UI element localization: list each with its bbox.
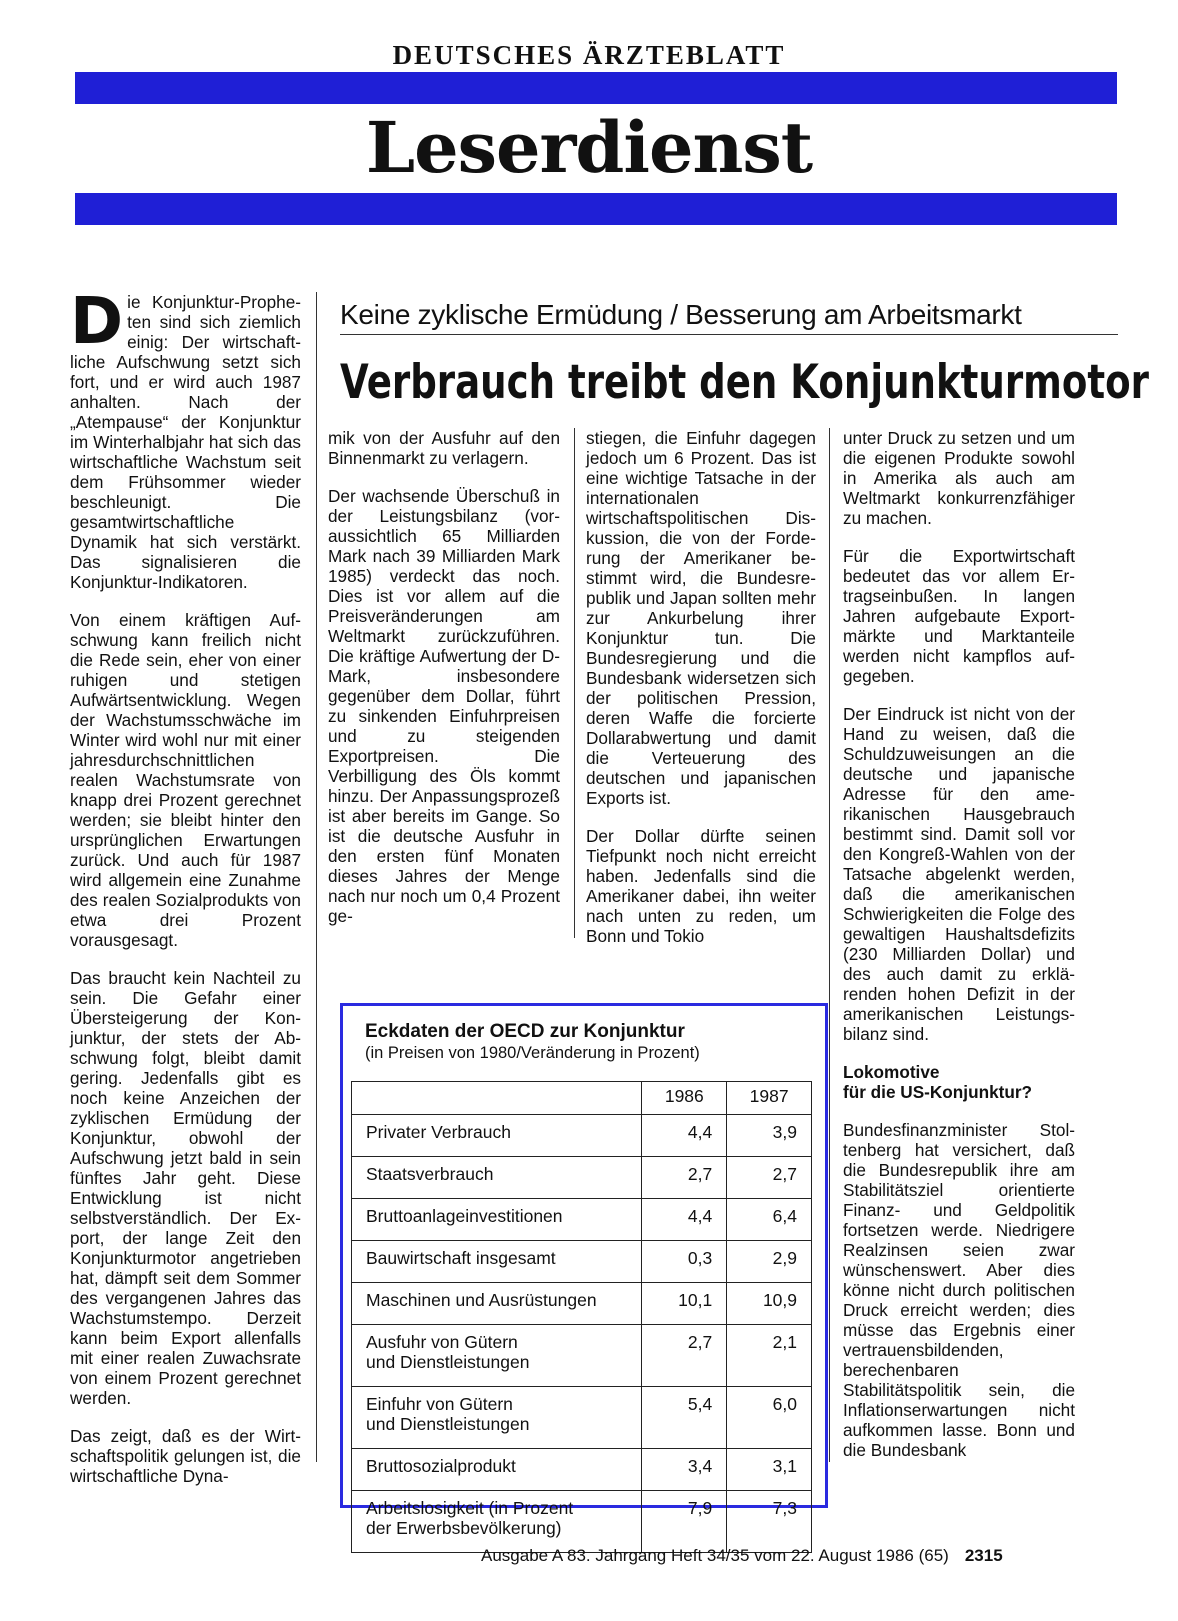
oecd-data-table-box (340, 1003, 828, 1538)
kicker-line: Keine zyklische Ermüdung / Besserung am Arbeitsmarkt (340, 299, 1022, 330)
table-header-row (352, 1082, 812, 1115)
paragraph: mik von der Ausfuhr auf den Binnenmarkt zu verlagern. (328, 428, 560, 468)
blue-banner-top (75, 72, 1117, 104)
table-row: Arbeitslosigkeit (in Prozent der Erwerbsbevölkerung) 7,9 7,3 (352, 1491, 812, 1553)
subheading: Lokomotive für die US-Konjunktur? (843, 1062, 1033, 1102)
table-row: Maschinen und Ausrüstungen 10,1 10,9 (352, 1283, 812, 1325)
column-3 (586, 428, 816, 964)
paragraph: stiegen, die Einfuhr dagegen jedoch um 6 Prozent. Das ist eine wichtige Tatsache in der internationalen wirtschaftspolitischen Diskussion, die von der Forderung der Amerikaner bestimmt wird, die Bundesrepublik und Japan sollten mehr zur Ankurbelung ihrer Konjunktur tun. Die Bundesregierung und die Bundesbank widersetzen sich der politischen Pression, deren Waffe die forcierte Dollarabwertung und damit die Verteuerung des deutschen und japanischen Exports ist. (586, 428, 816, 808)
paragraph: Bundesfinanzminister Stoltenberg hat versichert, daß die Bundesrepublik ihre am Stabilitätsziel orientierte Finanz- und Geldpolitik fortsetzen werde. Niedrigere Realzinsen seien zwar wünschenswert. Aber dies könne nicht durch politischen Druck erreicht werden; dies müsse das Ergebnis einer vertrauensbildenden, berechenbaren Stabilitätspolitik sein, die Inflationserwartungen nicht aufkommen lasse. Bonn und die Bundesbank (843, 1120, 1075, 1460)
paragraph: Für die Exportwirtschaft bedeutet das vor allem Ertragseinbußen. In langen Jahren aufgebaute Exportmärkte und Marktanteile werden nicht kampflos aufgegeben. (843, 546, 1075, 686)
column-1 (70, 285, 301, 1504)
masthead: DEUTSCHES ÄRZTEBLATT (392, 40, 786, 70)
paragraph: Der Eindruck ist nicht von der Hand zu weisen, daß die Schuldzuweisungen an die deutsche und japanische Adresse für den amerikanischen Hausgebrauch bestimmt sind. Damit soll vor den Kongreß-Wahlen von der Tatsache abgelenkt werden, daß die amerikanischen Schwierigkeiten die Folge des gewaltigen Haushaltsdefizits (230 Milliarden Dollar) und des auch damit zu erklärenden hohen Defizit in der amerikanischen Leistungsbilanz sind. (843, 704, 1075, 1044)
data-table (351, 1081, 812, 1553)
blue-banner-bottom (75, 193, 1117, 225)
column-2 (328, 428, 560, 944)
column-rule (316, 292, 317, 1462)
paragraph: unter Druck zu setzen und um die eigenen Produkte sowohl in Amerika als auch am Weltmarkt konkurrenzfähiger zu machen. (843, 428, 1075, 528)
table-title: Eckdaten der OECD zur Konjunktur (365, 1021, 685, 1042)
paragraph: Die Konjunktur-Propheten sind sich ziemlich einig: Der wirtschaftliche Aufschwung setzt sich fort, und er wird auch 1987 anhalten. Nach der „Atempause“ der Konjunktur im Winterhalbjahr hat sich das wirtschaftliche Wachstum seit dem Frühsommer wieder beschleunigt. Die gesamtwirtschaftliche Dynamik hat sich verstärkt. Das signalisieren die Konjunktur-Indikatoren. (70, 285, 301, 592)
section-title: Leserdienst (365, 106, 813, 189)
paragraph: Von einem kräftigen Aufschwung kann freilich nicht die Rede sein, eher von einer ruhigen und stetigen Aufwärtsentwicklung. Wegen der Wachstumsschwäche im Winter wird wohl nur mit einer jahresdurchschnittlichen realen Wachstumsrate von knapp drei Prozent gerechnet werden; sie bleibt hinter den ursprünglichen Erwartungen zurück. Und auch für 1987 wird allgemein eine Zunahme des realen Sozialprodukts von etwa drei Prozent vorausgesagt. (70, 610, 301, 950)
table-row: Einfuhr von Gütern und Dienstleistungen 5,4 6,0 (352, 1387, 812, 1449)
page-footer (481, 1546, 1003, 1566)
paragraph: Der Dollar dürfte seinen Tiefpunkt noch nicht erreicht haben. Jedenfalls sind die Amerikaner dabei, ihn weiter nach unten zu reden, um Bonn und Tokio (586, 826, 816, 946)
paragraph: Das braucht kein Nachteil zu sein. Die Gefahr einer Übersteigerung der Konjunktur, der stets der Abschwung folgt, bleibt damit gering. Jedenfalls gibt es noch keine Anzeichen der zyklischen Ermüdung der Konjunktur, obwohl der Aufschwung jetzt bald in sein fünftes Jahr geht. Diese Entwicklung ist nicht selbstverständlich. Der Export, der lange Zeit den Konjunkturmotor angetrieben hat, dämpft seit dem Sommer des vergangenen Jahres das Wachstumstempo. Derzeit kann beim Export allenfalls mit einer realen Zuwachsrate von einem Prozent gerechnet werden. (70, 968, 301, 1408)
table-row: Bauwirtschaft insgesamt 0,3 2,9 (352, 1241, 812, 1283)
table-subtitle: (in Preisen von 1980/Veränderung in Prozent) (365, 1044, 700, 1062)
table-row: Staatsverbrauch 2,7 2,7 (352, 1157, 812, 1199)
table-row: Ausfuhr von Gütern und Dienstleistungen 2,7 2,1 (352, 1325, 812, 1387)
drop-cap: D (70, 285, 124, 359)
table-row: Bruttoanlageinvestitionen 4,4 6,4 (352, 1199, 812, 1241)
table-row: Privater Verbrauch 4,4 3,9 (352, 1115, 812, 1157)
headline: Verbrauch treibt den Konjunkturmotor (340, 355, 1149, 410)
column-4 (843, 428, 1075, 1478)
paragraph: Der wachsende Überschuß in der Leistungsbilanz (voraussichtlich 65 Milliarden Mark nach 39 Milliarden Mark 1985) verdeckt das noch. Dies ist vor allem auf die Preisveränderungen am Weltmarkt zurückzuführen. Die kräftige Aufwertung der D-Mark, insbesondere gegenüber dem Dollar, führt zu sinkenden Einfuhrpreisen und zu steigenden Exportpreisen. Die Verbilligung des Öls kommt hinzu. Der Anpassungsprozeß ist aber bereits im Gange. So ist die deutsche Ausfuhr in den ersten fünf Monaten dieses Jahres der Menge nach nur noch um 0,4 Prozent ge- (328, 486, 560, 926)
issue-info: Ausgabe A 83. Jahrgang Heft 34/35 vom 22. August 1986 (65) (481, 1546, 949, 1565)
table-row: Bruttosozialprodukt 3,4 3,1 (352, 1449, 812, 1491)
column-header-1987: 1987 (727, 1082, 812, 1115)
page-number: 2315 (964, 1546, 1003, 1565)
column-rule (829, 428, 830, 1462)
kicker-underline (340, 334, 1118, 335)
column-rule (574, 428, 575, 938)
column-header-1986: 1986 (642, 1082, 727, 1115)
paragraph: Das zeigt, daß es der Wirtschaftspolitik gelungen ist, die wirtschaftliche Dyna- (70, 1426, 301, 1486)
